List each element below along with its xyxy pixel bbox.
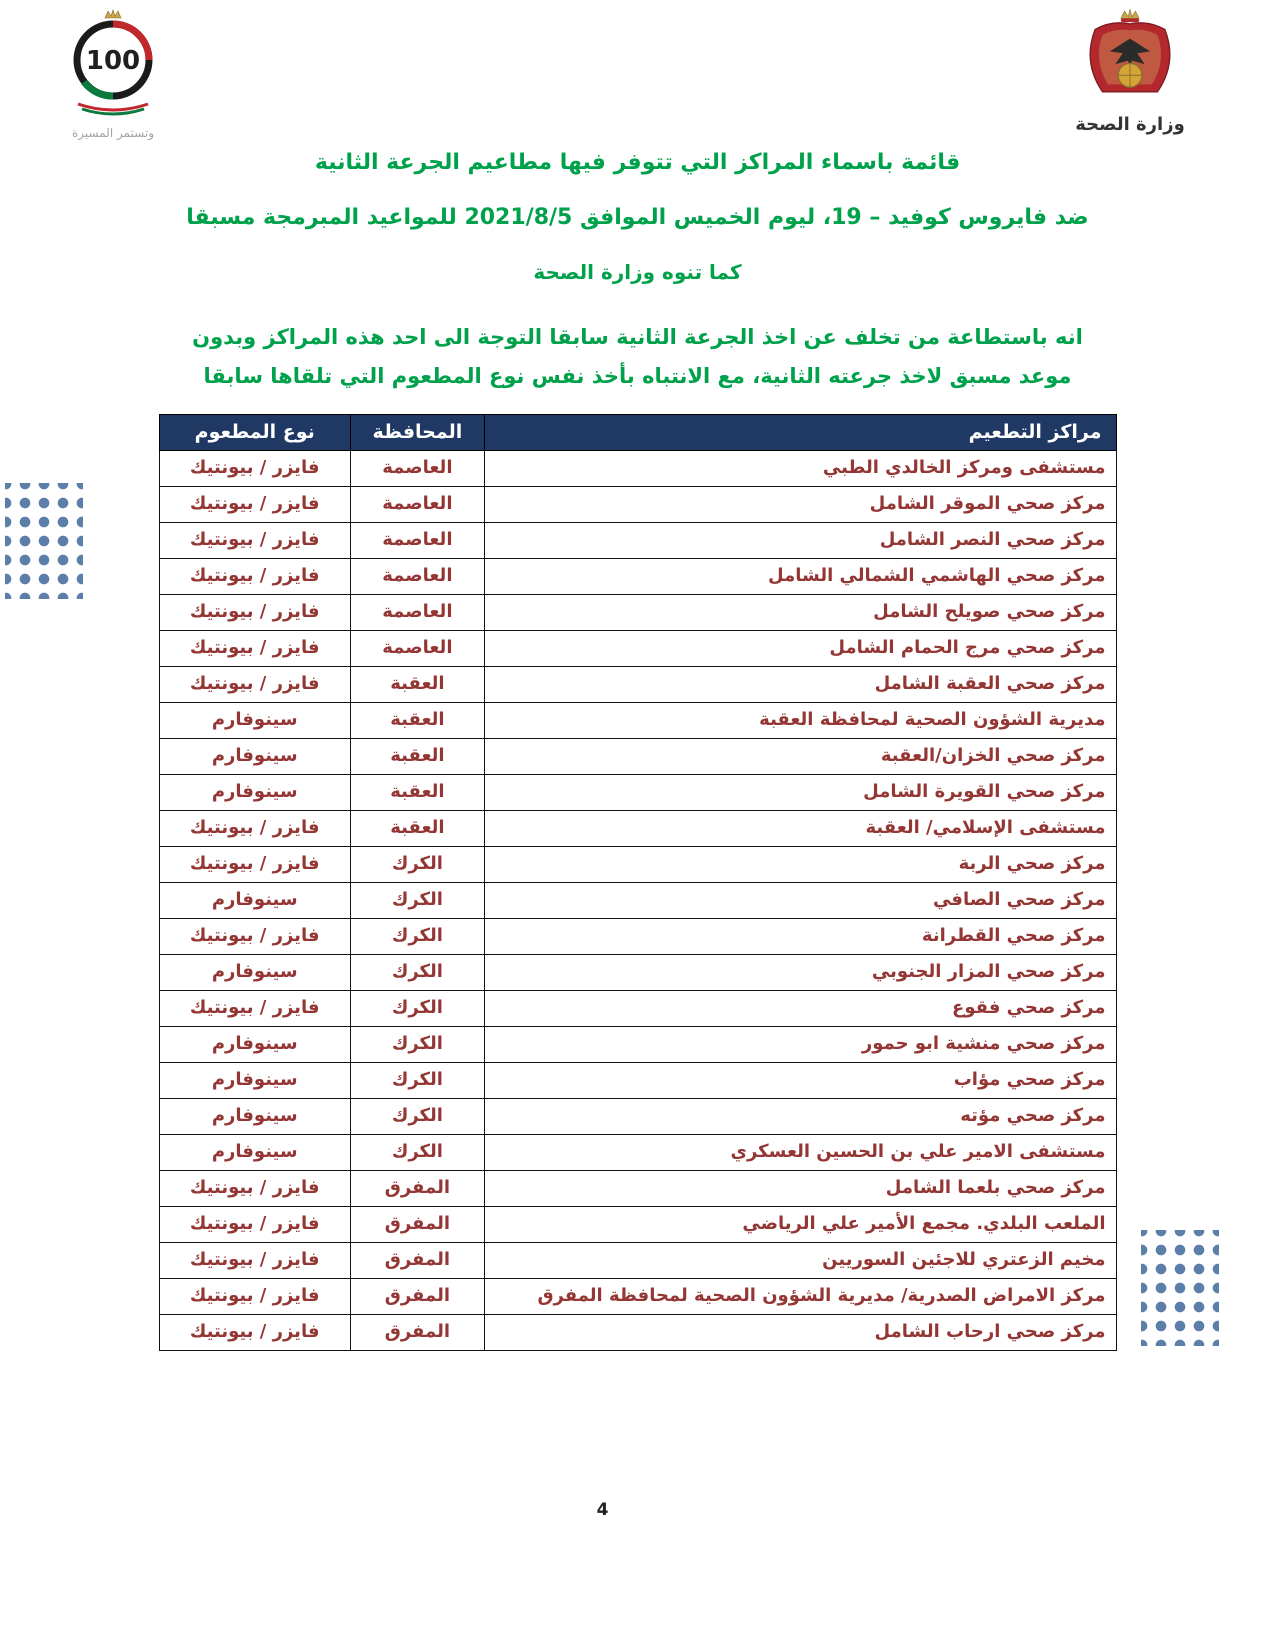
- cell-center: مركز صحي العقبة الشامل: [484, 666, 1116, 702]
- cell-center: مركز صحي المزار الجنوبي: [484, 954, 1116, 990]
- cell-governorate: العقبة: [350, 666, 484, 702]
- cell-governorate: المفرق: [350, 1278, 484, 1314]
- table-row: [159, 450, 1116, 486]
- table-row: [159, 1134, 1116, 1170]
- column-header-centers: مراكز التطعيم: [484, 414, 1116, 450]
- table-row: [159, 1206, 1116, 1242]
- table-row: [159, 882, 1116, 918]
- title-line-4: انه باستطاعة من تخلف عن اخذ الجرعة الثانية سابقا التوجة الى احد هذه المراكز وبدون موعد مسبق لاخذ جرعته الثانية، مع الانتباه بأخذ نفس نوع المطعوم التي تلقاها سابقا: [192, 325, 1083, 388]
- cell-governorate: المفرق: [350, 1242, 484, 1278]
- cell-center: مخيم الزعتري للاجئين السوريين: [484, 1242, 1116, 1278]
- cell-vaccine: فايزر / بيونتيك: [159, 558, 350, 594]
- cell-governorate: الكرك: [350, 1134, 484, 1170]
- cell-governorate: المفرق: [350, 1170, 484, 1206]
- table-row: [159, 774, 1116, 810]
- cell-governorate: العقبة: [350, 702, 484, 738]
- cell-center: مركز صحي ارحاب الشامل: [484, 1314, 1116, 1350]
- cell-vaccine: فايزر / بيونتيك: [159, 522, 350, 558]
- cell-governorate: الكرك: [350, 1062, 484, 1098]
- cell-center: مستشفى ومركز الخالدي الطبي: [484, 450, 1116, 486]
- cell-vaccine: سينوفارم: [159, 882, 350, 918]
- centennial-logo-icon: [58, 8, 168, 120]
- table-row: [159, 1314, 1116, 1350]
- table-row: [159, 594, 1116, 630]
- cell-vaccine: سينوفارم: [159, 738, 350, 774]
- table-row: [159, 918, 1116, 954]
- cell-vaccine: سينوفارم: [159, 1062, 350, 1098]
- column-header-governorate: المحافظة: [350, 414, 484, 450]
- cell-center: مركز صحي مؤته: [484, 1098, 1116, 1134]
- table-row: [159, 810, 1116, 846]
- cell-center: مركز الامراض الصدرية/ مديرية الشؤون الصحية لمحافظة المفرق: [484, 1278, 1116, 1314]
- cell-center: مركز صحي صويلح الشامل: [484, 594, 1116, 630]
- cell-center: مركز صحي منشية ابو حمور: [484, 1026, 1116, 1062]
- cell-vaccine: فايزر / بيونتيك: [159, 1278, 350, 1314]
- table-row: [159, 1062, 1116, 1098]
- cell-governorate: الكرك: [350, 918, 484, 954]
- table-row: [159, 522, 1116, 558]
- centennial-logo-caption: وتستمر المسيرة: [72, 126, 154, 140]
- column-header-vaccine-type: نوع المطعوم: [159, 414, 350, 450]
- cell-governorate: الكرك: [350, 1098, 484, 1134]
- table-row: [159, 1242, 1116, 1278]
- cell-governorate: العقبة: [350, 774, 484, 810]
- cell-center: مركز صحي القطرانة: [484, 918, 1116, 954]
- cell-governorate: العاصمة: [350, 450, 484, 486]
- cell-vaccine: فايزر / بيونتيك: [159, 630, 350, 666]
- cell-center: مركز صحي الهاشمي الشمالي الشامل: [484, 558, 1116, 594]
- table-row: [159, 954, 1116, 990]
- table-row: [159, 990, 1116, 1026]
- cell-vaccine: فايزر / بيونتيك: [159, 990, 350, 1026]
- decor-dots-right: [1141, 1230, 1219, 1346]
- cell-governorate: العاصمة: [350, 594, 484, 630]
- cell-center: مركز صحي الخزان/العقبة: [484, 738, 1116, 774]
- cell-center: مركز صحي الصافي: [484, 882, 1116, 918]
- table-row: [159, 1098, 1116, 1134]
- title-line-3: كما تنوه وزارة الصحة: [533, 260, 742, 284]
- table-row: [159, 486, 1116, 522]
- title-line-1: قائمة باسماء المراكز التي تتوفر فيها مطاعيم الجرعة الثانية: [314, 150, 961, 175]
- cell-vaccine: فايزر / بيونتيك: [159, 486, 350, 522]
- cell-governorate: العاصمة: [350, 486, 484, 522]
- cell-governorate: الكرك: [350, 882, 484, 918]
- table-row: [159, 738, 1116, 774]
- cell-vaccine: فايزر / بيونتيك: [159, 1170, 350, 1206]
- cell-vaccine: فايزر / بيونتيك: [159, 666, 350, 702]
- cell-center: مستشفى الإسلامي/ العقبة: [484, 810, 1116, 846]
- cell-vaccine: فايزر / بيونتيك: [159, 918, 350, 954]
- cell-vaccine: فايزر / بيونتيك: [159, 1242, 350, 1278]
- cell-vaccine: سينوفارم: [159, 702, 350, 738]
- ministry-name: وزارة الصحة: [1075, 114, 1185, 135]
- table-row: [159, 630, 1116, 666]
- cell-governorate: العاصمة: [350, 522, 484, 558]
- cell-governorate: الكرك: [350, 954, 484, 990]
- cell-vaccine: سينوفارم: [159, 1026, 350, 1062]
- cell-vaccine: سينوفارم: [159, 1098, 350, 1134]
- table-row: [159, 702, 1116, 738]
- table-header-row: [159, 414, 1116, 450]
- page-number: 4: [596, 1500, 609, 1520]
- cell-center: مركز صحي الربة: [484, 846, 1116, 882]
- table-row: [159, 1026, 1116, 1062]
- cell-vaccine: فايزر / بيونتيك: [159, 1314, 350, 1350]
- cell-center: مركز صحي مؤاب: [484, 1062, 1116, 1098]
- ministry-logo: [1065, 6, 1195, 135]
- cell-vaccine: سينوفارم: [159, 774, 350, 810]
- cell-center: مركز صحي الموقر الشامل: [484, 486, 1116, 522]
- cell-vaccine: فايزر / بيونتيك: [159, 450, 350, 486]
- cell-center: مركز صحي مرج الحمام الشامل: [484, 630, 1116, 666]
- cell-center: مركز صحي فقوع: [484, 990, 1116, 1026]
- cell-vaccine: فايزر / بيونتيك: [159, 810, 350, 846]
- cell-governorate: الكرك: [350, 846, 484, 882]
- cell-center: مركز صحي القويرة الشامل: [484, 774, 1116, 810]
- cell-governorate: المفرق: [350, 1206, 484, 1242]
- cell-governorate: العاصمة: [350, 558, 484, 594]
- decor-dots-left: [5, 483, 83, 599]
- svg-text:100: 100: [85, 46, 141, 76]
- cell-vaccine: فايزر / بيونتيك: [159, 846, 350, 882]
- cell-center: مستشفى الامير علي بن الحسين العسكري: [484, 1134, 1116, 1170]
- cell-vaccine: سينوفارم: [159, 1134, 350, 1170]
- centennial-logo: [48, 8, 178, 140]
- cell-vaccine: فايزر / بيونتيك: [159, 594, 350, 630]
- coat-of-arms-icon: [1075, 6, 1185, 106]
- cell-governorate: الكرك: [350, 990, 484, 1026]
- cell-governorate: العقبة: [350, 738, 484, 774]
- table-row: [159, 1170, 1116, 1206]
- cell-center: مديرية الشؤون الصحية لمحافظة العقبة: [484, 702, 1116, 738]
- cell-center: الملعب البلدي. مجمع الأمير علي الرياضي: [484, 1206, 1116, 1242]
- cell-governorate: العاصمة: [350, 630, 484, 666]
- table-row: [159, 666, 1116, 702]
- cell-governorate: العقبة: [350, 810, 484, 846]
- table-row: [159, 846, 1116, 882]
- table-row: [159, 1278, 1116, 1314]
- vaccination-centers-table: [159, 414, 1117, 1351]
- title-line-2: ضد فايروس كوفيد – 19، ليوم الخميس الموافق 2021/8/5 للمواعيد المبرمجة مسبقا: [186, 205, 1089, 230]
- vaccination-table-body: [159, 450, 1116, 1350]
- cell-governorate: المفرق: [350, 1314, 484, 1350]
- cell-center: مركز صحي النصر الشامل: [484, 522, 1116, 558]
- cell-governorate: الكرك: [350, 1026, 484, 1062]
- cell-center: مركز صحي بلعما الشامل: [484, 1170, 1116, 1206]
- cell-vaccine: سينوفارم: [159, 954, 350, 990]
- cell-vaccine: فايزر / بيونتيك: [159, 1206, 350, 1242]
- table-row: [159, 558, 1116, 594]
